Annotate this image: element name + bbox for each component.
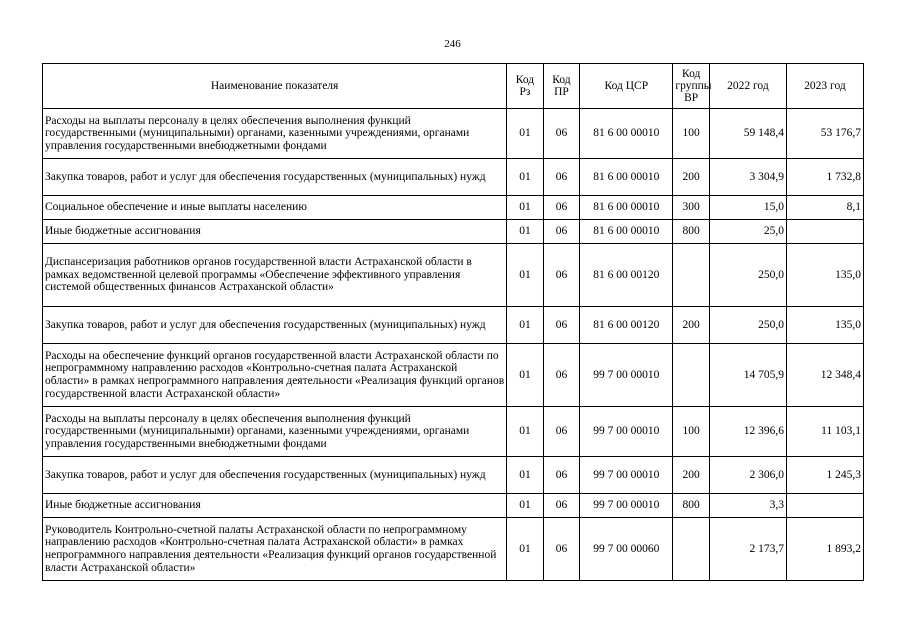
row-2022-cell: 2 173,7 xyxy=(709,518,786,581)
table-row xyxy=(43,159,864,196)
row-vr-cell: 200 xyxy=(673,159,709,196)
row-2022-cell: 25,0 xyxy=(709,220,786,244)
page-number: 246 xyxy=(444,38,461,50)
row-pr-cell: 06 xyxy=(543,159,579,196)
header-csr: Код ЦСР xyxy=(580,64,673,109)
row-vr-cell: 200 xyxy=(673,307,709,344)
row-rz-cell: 01 xyxy=(507,344,543,407)
row-csr-cell: 99 7 00 00010 xyxy=(580,344,673,407)
table-row xyxy=(43,307,864,344)
row-2022-cell: 2 306,0 xyxy=(709,457,786,494)
row-name-cell: Социальное обеспечение и иные выплаты населению xyxy=(43,196,507,220)
row-rz-cell: 01 xyxy=(507,307,543,344)
row-2023-cell: 8,1 xyxy=(786,196,863,220)
header-vr: Код группы ВР xyxy=(673,64,709,109)
header-pr: Код ПР xyxy=(543,64,579,109)
row-2023-cell: 1 245,3 xyxy=(786,457,863,494)
table-row xyxy=(43,457,864,494)
budget-table xyxy=(42,63,864,581)
row-pr-cell: 06 xyxy=(543,244,579,307)
row-csr-cell: 81 6 00 00010 xyxy=(580,159,673,196)
table-row xyxy=(43,109,864,159)
row-rz-cell: 01 xyxy=(507,407,543,457)
row-2022-cell: 3 304,9 xyxy=(709,159,786,196)
row-csr-cell: 99 7 00 00010 xyxy=(580,407,673,457)
row-rz-cell: 01 xyxy=(507,109,543,159)
row-rz-cell: 01 xyxy=(507,159,543,196)
row-name-cell: Расходы на обеспечение функций органов государственной власти Астраханской области по непрограммному направлению расходов «Контрольно-счетная палата Астраханской области» в рамках непрограммного направления деятельности «Реализация функций органов государственной власти Астраханской области» xyxy=(43,344,507,407)
row-rz-cell: 01 xyxy=(507,196,543,220)
table-row xyxy=(43,244,864,307)
row-name-cell: Закупка товаров, работ и услуг для обеспечения государственных (муниципальных) нужд xyxy=(43,307,507,344)
row-name-cell: Руководитель Контрольно-счетной палаты Астраханской области по непрограммному направлению расходов «Контрольно-счетная палата Астраханской области» в рамках непрограммного направления деятельности «Реализация функций органов государственной власти Астраханской области» xyxy=(43,518,507,581)
row-csr-cell: 81 6 00 00120 xyxy=(580,244,673,307)
table-row xyxy=(43,196,864,220)
row-2023-cell: 1 893,2 xyxy=(786,518,863,581)
row-2023-cell xyxy=(786,220,863,244)
row-2023-cell: 135,0 xyxy=(786,244,863,307)
row-name-cell: Иные бюджетные ассигнования xyxy=(43,220,507,244)
row-csr-cell: 99 7 00 00010 xyxy=(580,457,673,494)
table-row xyxy=(43,344,864,407)
header-2023: 2023 год xyxy=(786,64,863,109)
row-vr-cell xyxy=(673,244,709,307)
table-row xyxy=(43,494,864,518)
row-2022-cell: 3,3 xyxy=(709,494,786,518)
table-row xyxy=(43,518,864,581)
row-pr-cell: 06 xyxy=(543,307,579,344)
row-vr-cell: 800 xyxy=(673,494,709,518)
row-2023-cell: 12 348,4 xyxy=(786,344,863,407)
table-row xyxy=(43,407,864,457)
row-rz-cell: 01 xyxy=(507,494,543,518)
header-2022: 2022 год xyxy=(709,64,786,109)
row-rz-cell: 01 xyxy=(507,244,543,307)
row-vr-cell: 300 xyxy=(673,196,709,220)
row-name-cell: Закупка товаров, работ и услуг для обеспечения государственных (муниципальных) нужд xyxy=(43,159,507,196)
header-rz: Код Рз xyxy=(507,64,543,109)
row-2022-cell: 14 705,9 xyxy=(709,344,786,407)
row-vr-cell: 100 xyxy=(673,407,709,457)
row-2022-cell: 12 396,6 xyxy=(709,407,786,457)
row-rz-cell: 01 xyxy=(507,457,543,494)
row-2022-cell: 250,0 xyxy=(709,307,786,344)
row-name-cell: Диспансеризация работников органов государственной власти Астраханской области в рамках ведомственной целевой программы «Обеспечение эффективного управления системой общественных финансов Астраханской области» xyxy=(43,244,507,307)
row-2023-cell: 1 732,8 xyxy=(786,159,863,196)
row-vr-cell: 800 xyxy=(673,220,709,244)
row-name-cell: Иные бюджетные ассигнования xyxy=(43,494,507,518)
row-2023-cell: 53 176,7 xyxy=(786,109,863,159)
row-2023-cell xyxy=(786,494,863,518)
row-vr-cell xyxy=(673,518,709,581)
row-pr-cell: 06 xyxy=(543,518,579,581)
row-csr-cell: 81 6 00 00010 xyxy=(580,196,673,220)
row-vr-cell xyxy=(673,344,709,407)
row-rz-cell: 01 xyxy=(507,518,543,581)
row-pr-cell: 06 xyxy=(543,407,579,457)
row-2023-cell: 135,0 xyxy=(786,307,863,344)
row-2022-cell: 59 148,4 xyxy=(709,109,786,159)
row-pr-cell: 06 xyxy=(543,196,579,220)
row-rz-cell: 01 xyxy=(507,220,543,244)
row-name-cell: Расходы на выплаты персоналу в целях обеспечения выполнения функций государственными (муниципальными) органами, казенными учреждениями, органами управления государственными внебюджетными фондами xyxy=(43,407,507,457)
header-row xyxy=(43,64,864,109)
row-2022-cell: 15,0 xyxy=(709,196,786,220)
row-pr-cell: 06 xyxy=(543,344,579,407)
row-2022-cell: 250,0 xyxy=(709,244,786,307)
row-pr-cell: 06 xyxy=(543,457,579,494)
row-pr-cell: 06 xyxy=(543,109,579,159)
row-csr-cell: 99 7 00 00060 xyxy=(580,518,673,581)
header-name: Наименование показателя xyxy=(43,64,507,109)
row-csr-cell: 81 6 00 00010 xyxy=(580,220,673,244)
row-csr-cell: 81 6 00 00010 xyxy=(580,109,673,159)
row-vr-cell: 200 xyxy=(673,457,709,494)
row-pr-cell: 06 xyxy=(543,220,579,244)
row-vr-cell: 100 xyxy=(673,109,709,159)
row-csr-cell: 81 6 00 00120 xyxy=(580,307,673,344)
row-name-cell: Расходы на выплаты персоналу в целях обеспечения выполнения функций государственными (муниципальными) органами, казенными учреждениями, органами управления государственными внебюджетными фондами xyxy=(43,109,507,159)
table-row xyxy=(43,220,864,244)
row-csr-cell: 99 7 00 00010 xyxy=(580,494,673,518)
row-name-cell: Закупка товаров, работ и услуг для обеспечения государственных (муниципальных) нужд xyxy=(43,457,507,494)
row-2023-cell: 11 103,1 xyxy=(786,407,863,457)
row-pr-cell: 06 xyxy=(543,494,579,518)
